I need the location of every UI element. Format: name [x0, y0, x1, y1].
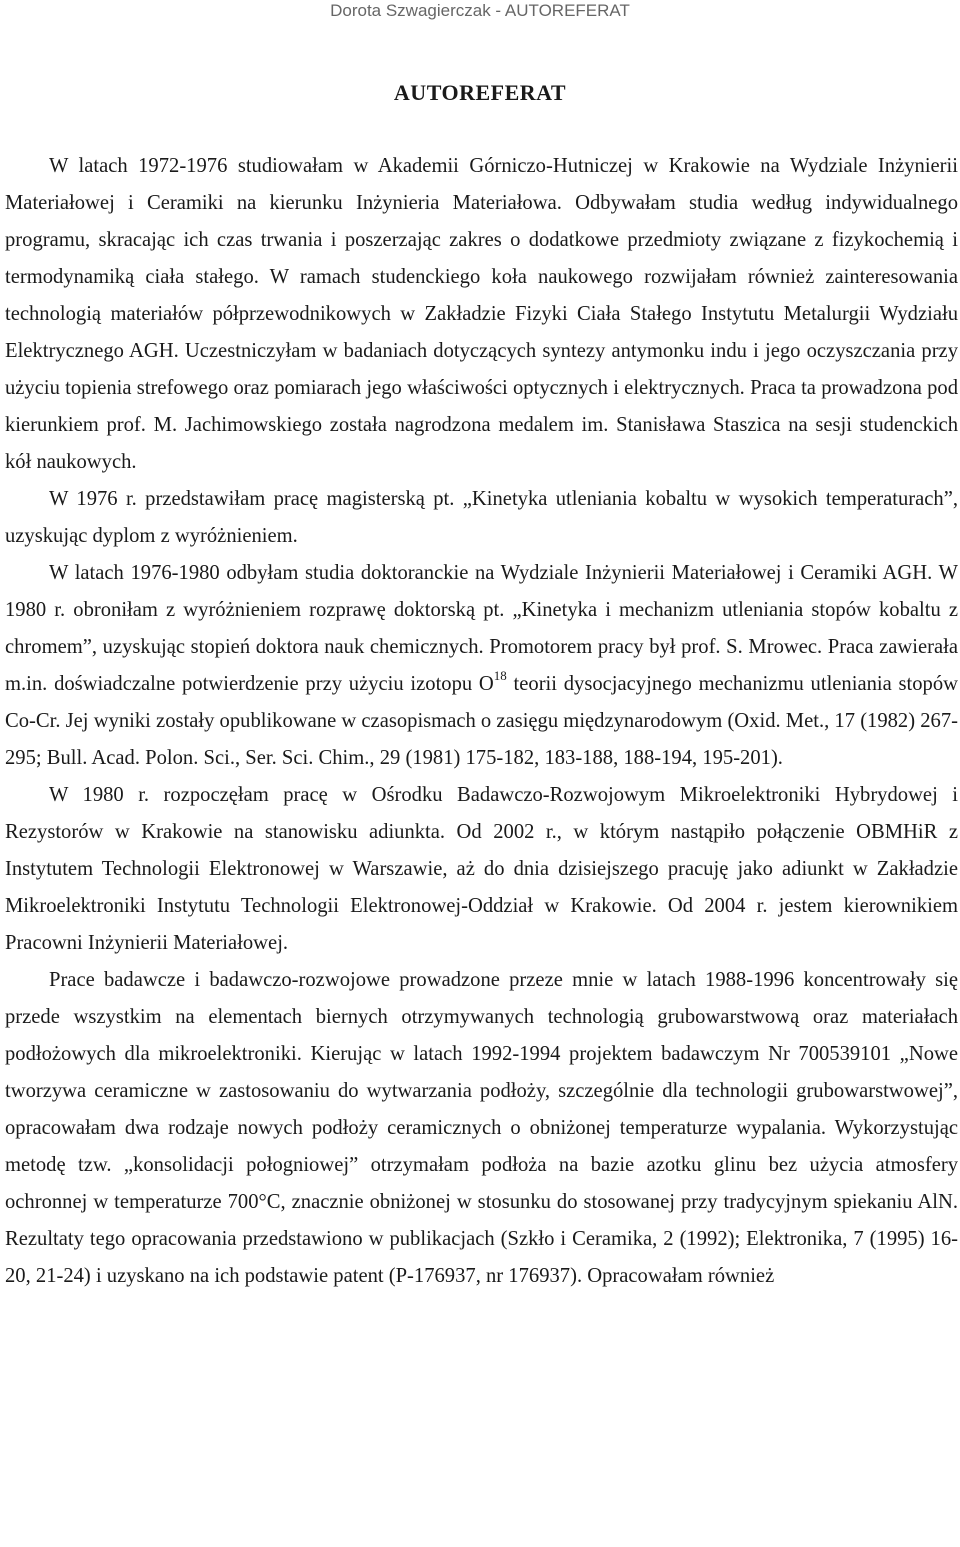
paragraph-doctoral-text-b: teorii dysocjacyjnego mechanizmu utleniania stopów Co-Cr. Jej wyniki zostały opublikowane w czasopismach o zasięgu międzynarodowym (Oxid. Met., 17 (1982) 267-295; Bull. Acad. Polon. Sci., Ser. Sci. Chim., 29 (1981) 175-182, 183-188, 188-194, 195-201).	[5, 673, 958, 769]
document-body	[5, 148, 958, 1295]
isotope-superscript: 18	[493, 668, 507, 684]
document-title: AUTOREFERAT	[393, 80, 567, 105]
paragraph-studies: W latach 1972-1976 studiowałam w Akademii Górniczo-Hutniczej w Krakowie na Wydziale Inżynierii Materiałowej i Ceramiki na kierunku Inżynieria Materiałowa. Odbywałam studia według indywidualnego programu, skracając ich czas trwania i poszerzając zakres o dodatkowe przedmioty związane z fizykochemią i termodynamiką ciała stałego. W ramach studenckiego koła naukowego rozwijałam również zainteresowania technologią materiałów półprzewodnikowych w Zakładzie Fizyki Ciała Stałego Instytutu Metalurgii Wydziału Elektrycznego AGH. Uczestniczyłam w badaniach dotyczących syntezy antymonku indu i jego oczyszczania przy użyciu topienia strefowego oraz pomiarach jego właściwości optycznych i elektrycznych. Praca ta prowadzona pod kierunkiem prof. M. Jachimowskiego została nagrodzona medalem im. Stanisława Staszica na sesji studenckich kół naukowych.	[5, 155, 958, 473]
paragraph-doctoral-text-a: W latach 1976-1980 odbyłam studia doktoranckie na Wydziale Inżynierii Materiałowej i Ceramiki AGH. W 1980 r. obroniłam z wyróżnieniem rozprawę doktorską pt. „Kinetyka i mechanizm utleniania stopów kobaltu z chromem”, uzyskując stopień doktora nauk chemicznych. Promotorem pracy był prof. S. Mrowec. Praca zawierała m.in. doświadczalne potwierdzenie przy użyciu izotopu O	[5, 562, 958, 695]
paragraph-doctoral-studies	[5, 555, 958, 777]
paragraph-masters-thesis: W 1976 r. przedstawiłam pracę magisterską pt. „Kinetyka utleniania kobaltu w wysokich temperaturach”, uzyskując dyplom z wyróżnieniem.	[5, 488, 958, 547]
paragraph-employment: W 1980 r. rozpoczęłam pracę w Ośrodku Badawczo-Rozwojowym Mikroelektroniki Hybrydowej i Rezystorów w Krakowie na stanowisku adiunkta. Od 2002 r., w którym nastąpiło połączenie OBMHiR z Instytutem Technologii Elektronowej w Warszawie, aż do dnia dzisiejszego pracuję jako adiunkt w Zakładzie Mikroelektroniki Instytutu Technologii Elektronowej-Oddział w Krakowie. Od 2004 r. jestem kierownikiem Pracowni Inżynierii Materiałowej.	[5, 784, 958, 954]
paragraph-research: Prace badawcze i badawczo-rozwojowe prowadzone przeze mnie w latach 1988-1996 koncentrowały się przede wszystkim na elementach biernych otrzymywanych technologią grubowarstwową oraz materiałach podłożowych dla mikroelektroniki. Kierując w latach 1992-1994 projektem badawczym Nr 700539101 „Nowe tworzywa ceramiczne w zastosowaniu do wytwarzania podłoży, szczególnie dla technologii grubowarstwowej”, opracowałam dwa rodzaje nowych podłoży ceramicznych o obniżonej temperaturze wypalania. Wykorzystując metodę tzw. „konsolidacji połogniowej” otrzymałam podłoża na bazie azotku glinu bez użycia atmosfery ochronnej w temperaturze 700°C, znacznie obniżonej w stosunku do stosowanej przy tradycyjnym spiekaniu AlN. Rezultaty tego opracowania przedstawiono w publikacjach (Szkło i Ceramika, 2 (1992); Elektronika, 7 (1995) 16-20, 21-24) i uzyskano na ich podstawie patent (P-176937, nr 176937). Opracowałam również	[5, 969, 958, 1287]
running-header: Dorota Szwagierczak - AUTOREFERAT	[330, 1, 630, 20]
